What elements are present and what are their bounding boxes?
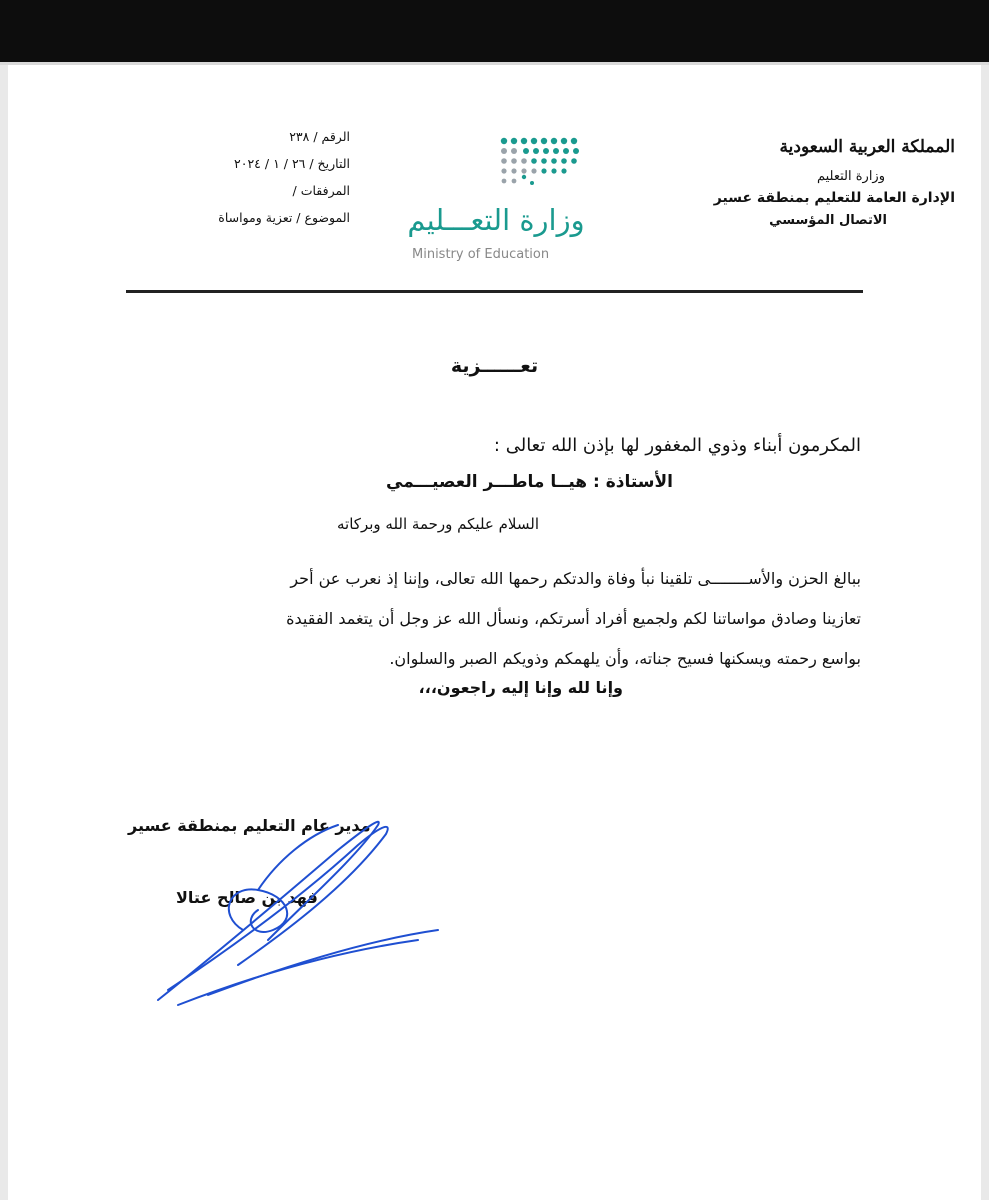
- deceased-line: الأستاذة : هيــا ماطـــر العصيـــمي: [386, 472, 673, 492]
- frame-right-edge: [981, 65, 989, 1200]
- signatory-name: فهد بن صالح عتالا: [176, 888, 318, 907]
- greeting-line: السلام عليكم ورحمة الله وبركاته: [337, 515, 539, 533]
- logo-english-text: Ministry of Education: [412, 247, 550, 262]
- recipients-line: المكرمون أبناء وذوي المغفور لها بإذن الله تعالى :: [493, 435, 861, 456]
- attachments: المرفقات /: [292, 183, 350, 198]
- department-name: الاتصال المؤسسي: [769, 213, 887, 228]
- closing-line: وإنا لله وإنا إليه راجعون،،،: [418, 678, 623, 697]
- subject: الموضوع / تعزية ومواساة: [218, 210, 350, 225]
- condolence-paragraph: [116, 559, 861, 679]
- logo-dots-icon: [406, 131, 596, 201]
- administration-name: الإدارة العامة للتعليم بمنطقة عسير: [713, 190, 955, 206]
- kingdom-name: المملكة العربية السعودية: [779, 137, 955, 157]
- ministry-logo: [406, 131, 596, 331]
- signatory-title: مدير عام التعليم بمنطقة عسير: [128, 816, 371, 835]
- paragraph-line: ببالغ الحزن والأســــــــى تلقينا نبأ وفاة والدتكم رحمها الله تعالى، وإننا إذ نعرب عن أحر: [290, 569, 861, 588]
- top-black-bar: [0, 0, 989, 62]
- logo-arabic-text: وزارة التعـــليم: [407, 203, 585, 237]
- paragraph-line: بواسع رحمته ويسكنها فسيح جناته، وأن يلهمكم وذويكم الصبر والسلوان.: [389, 649, 861, 668]
- letter-page: [8, 65, 981, 1200]
- header-right-block: [655, 137, 955, 228]
- paragraph-line: تعازينا وصادق مواساتنا لكم ولجميع أفراد أسرتكم، ونسأل الله عز وجل أن يتغمد الفقيدة: [286, 609, 861, 628]
- header-left-block: [190, 123, 350, 231]
- frame-left-edge: [0, 65, 8, 1200]
- header-divider: [126, 290, 863, 293]
- letter-title: تعــــــزية: [450, 355, 539, 377]
- ministry-name: وزارة التعليم: [816, 169, 885, 184]
- handwritten-signature-icon: [148, 790, 468, 1020]
- reference-number: الرقم / ٢٣٨: [289, 129, 350, 144]
- letter-date: التاريخ / ٢٦ / ١ / ٢٠٢٤: [234, 156, 350, 171]
